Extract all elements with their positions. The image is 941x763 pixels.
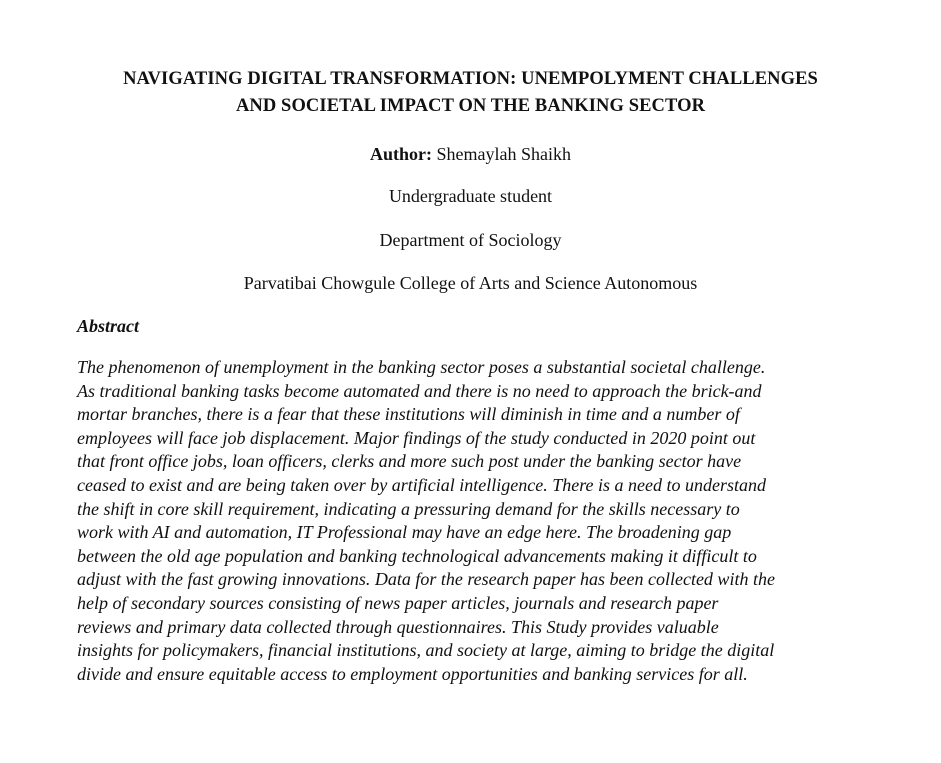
abstract-line: help of secondary sources consisting of news paper articles, journals and research paper [77,592,719,613]
paper-title-line: AND SOCIETAL IMPACT ON THE BANKING SECTOR [235,96,706,116]
abstract-body [77,356,877,686]
author-line [0,142,941,166]
author-name: Shemaylah Shaikh [436,144,571,164]
abstract-line: employees will face job displacement. Major findings of the study conducted in 2020 point out [77,427,756,448]
abstract-line: the shift in core skill requirement, indicating a pressuring demand for the skills necessary to [77,498,740,519]
abstract-line: divide and ensure equitable access to employment opportunities and banking services for all. [77,663,748,684]
abstract-line: The phenomenon of unemployment in the banking sector poses a substantial societal challenge. [77,357,766,377]
abstract-line: between the old age population and banking technological advancements making it difficult to [77,545,757,566]
author-role: Undergraduate student [388,186,553,206]
paper-title [40,66,901,120]
abstract-line: work with AI and automation, IT Professional may have an edge here. The broadening gap [77,522,732,543]
author-college: Parvatibai Chowgule College of Arts and Science Autonomous [243,273,698,293]
abstract-line: As traditional banking tasks become automated and there is no need to approach the brick-and [77,380,762,401]
abstract-line: that front office jobs, loan officers, clerks and more such post under the banking sector have [77,451,742,472]
author-department: Department of Sociology [379,230,562,250]
abstract-line: adjust with the fast growing innovations. Data for the research paper has been collected with the [77,569,775,590]
abstract-line: mortar branches, there is a fear that these institutions will diminish in time and a number of [77,404,740,425]
abstract-heading: Abstract [77,316,140,336]
paper-title-line: NAVIGATING DIGITAL TRANSFORMATION: UNEMPOLYMENT CHALLENGES [123,69,818,89]
abstract-line: ceased to exist and are being taken over by artificial intelligence. There is a need to understand [77,474,767,495]
abstract-line: insights for policymakers, financial institutions, and society at large, aiming to bridge the digital [77,640,775,661]
author-label: Author: [370,144,432,164]
abstract-line: reviews and primary data collected through questionnaires. This Study provides valuable [77,616,719,637]
